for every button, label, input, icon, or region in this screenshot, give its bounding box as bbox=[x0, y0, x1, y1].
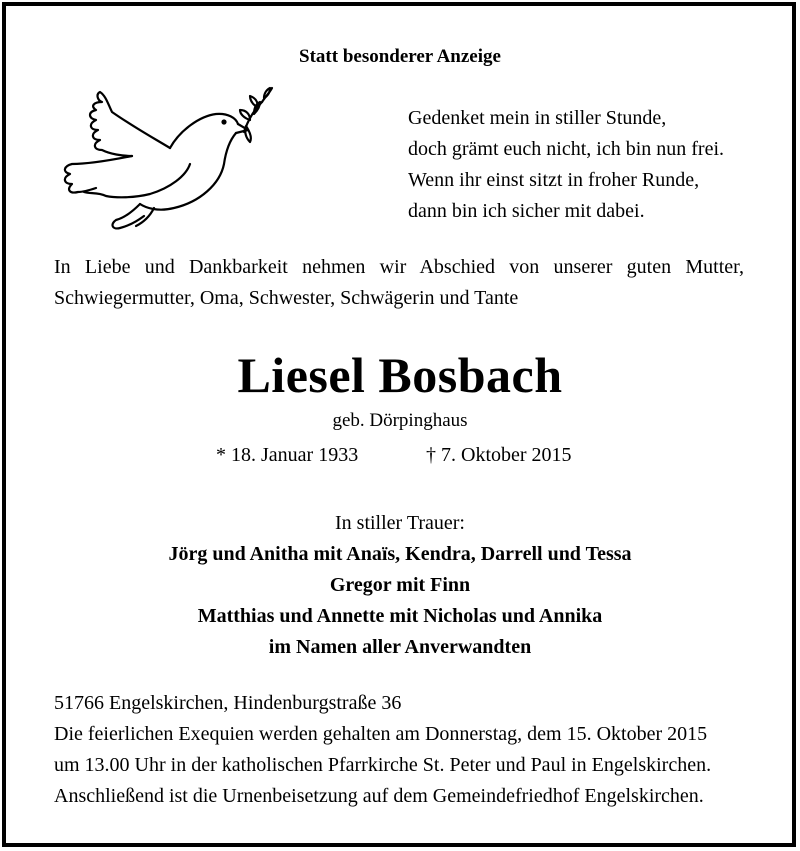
poem-line: Wenn ihr einst sitzt in froher Runde, bbox=[408, 169, 700, 191]
mourner-line: Matthias und Annette mit Nicholas und Annika bbox=[197, 605, 603, 627]
service-line: Anschließend ist die Urnenbeisetzung auf dem Gemeindefriedhof Engelskirchen. bbox=[54, 785, 704, 807]
maiden-name: geb. Dörpinghaus bbox=[332, 410, 468, 431]
death-date: † 7. Oktober 2015 bbox=[426, 444, 572, 466]
service-line: Die feierlichen Exequien werden gehalten am Donnerstag, dem 15. Oktober 2015 bbox=[54, 723, 708, 745]
service-details bbox=[54, 688, 711, 812]
birth-date: * 18. Januar 1933 bbox=[216, 444, 359, 466]
mourning-label: In stiller Trauer: bbox=[335, 512, 465, 534]
address: 51766 Engelskirchen, Hindenburgstraße 36 bbox=[54, 692, 402, 714]
service-line: um 13.00 Uhr in der katholischen Pfarrkirche St. Peter und Paul in Engelskirchen. bbox=[54, 754, 712, 776]
deceased-name: Liesel Bosbach bbox=[237, 347, 563, 403]
poem-line: doch grämt euch nicht, ich bin nun frei. bbox=[408, 138, 725, 160]
mourner-line: Gregor mit Finn bbox=[329, 574, 471, 596]
mourner-line: im Namen aller Anverwandten bbox=[268, 636, 532, 658]
mourners-list bbox=[0, 508, 800, 663]
dove-with-olive-branch-icon bbox=[50, 80, 275, 235]
poem-line: dann bin ich sicher mit dabei. bbox=[408, 200, 645, 222]
notice-header: Statt besonderer Anzeige bbox=[299, 46, 501, 67]
mourner-line: Jörg und Anitha mit Anaïs, Kendra, Darrell und Tessa bbox=[168, 543, 632, 565]
farewell-text: In Liebe und Dankbarkeit nehmen wir Abschied von unserer guten Mutter, Schwiegermutter, Oma, Schwester, Schwägerin und Tante bbox=[54, 256, 744, 309]
memorial-poem bbox=[408, 103, 724, 227]
poem-line: Gedenket mein in stiller Stunde, bbox=[408, 107, 667, 129]
